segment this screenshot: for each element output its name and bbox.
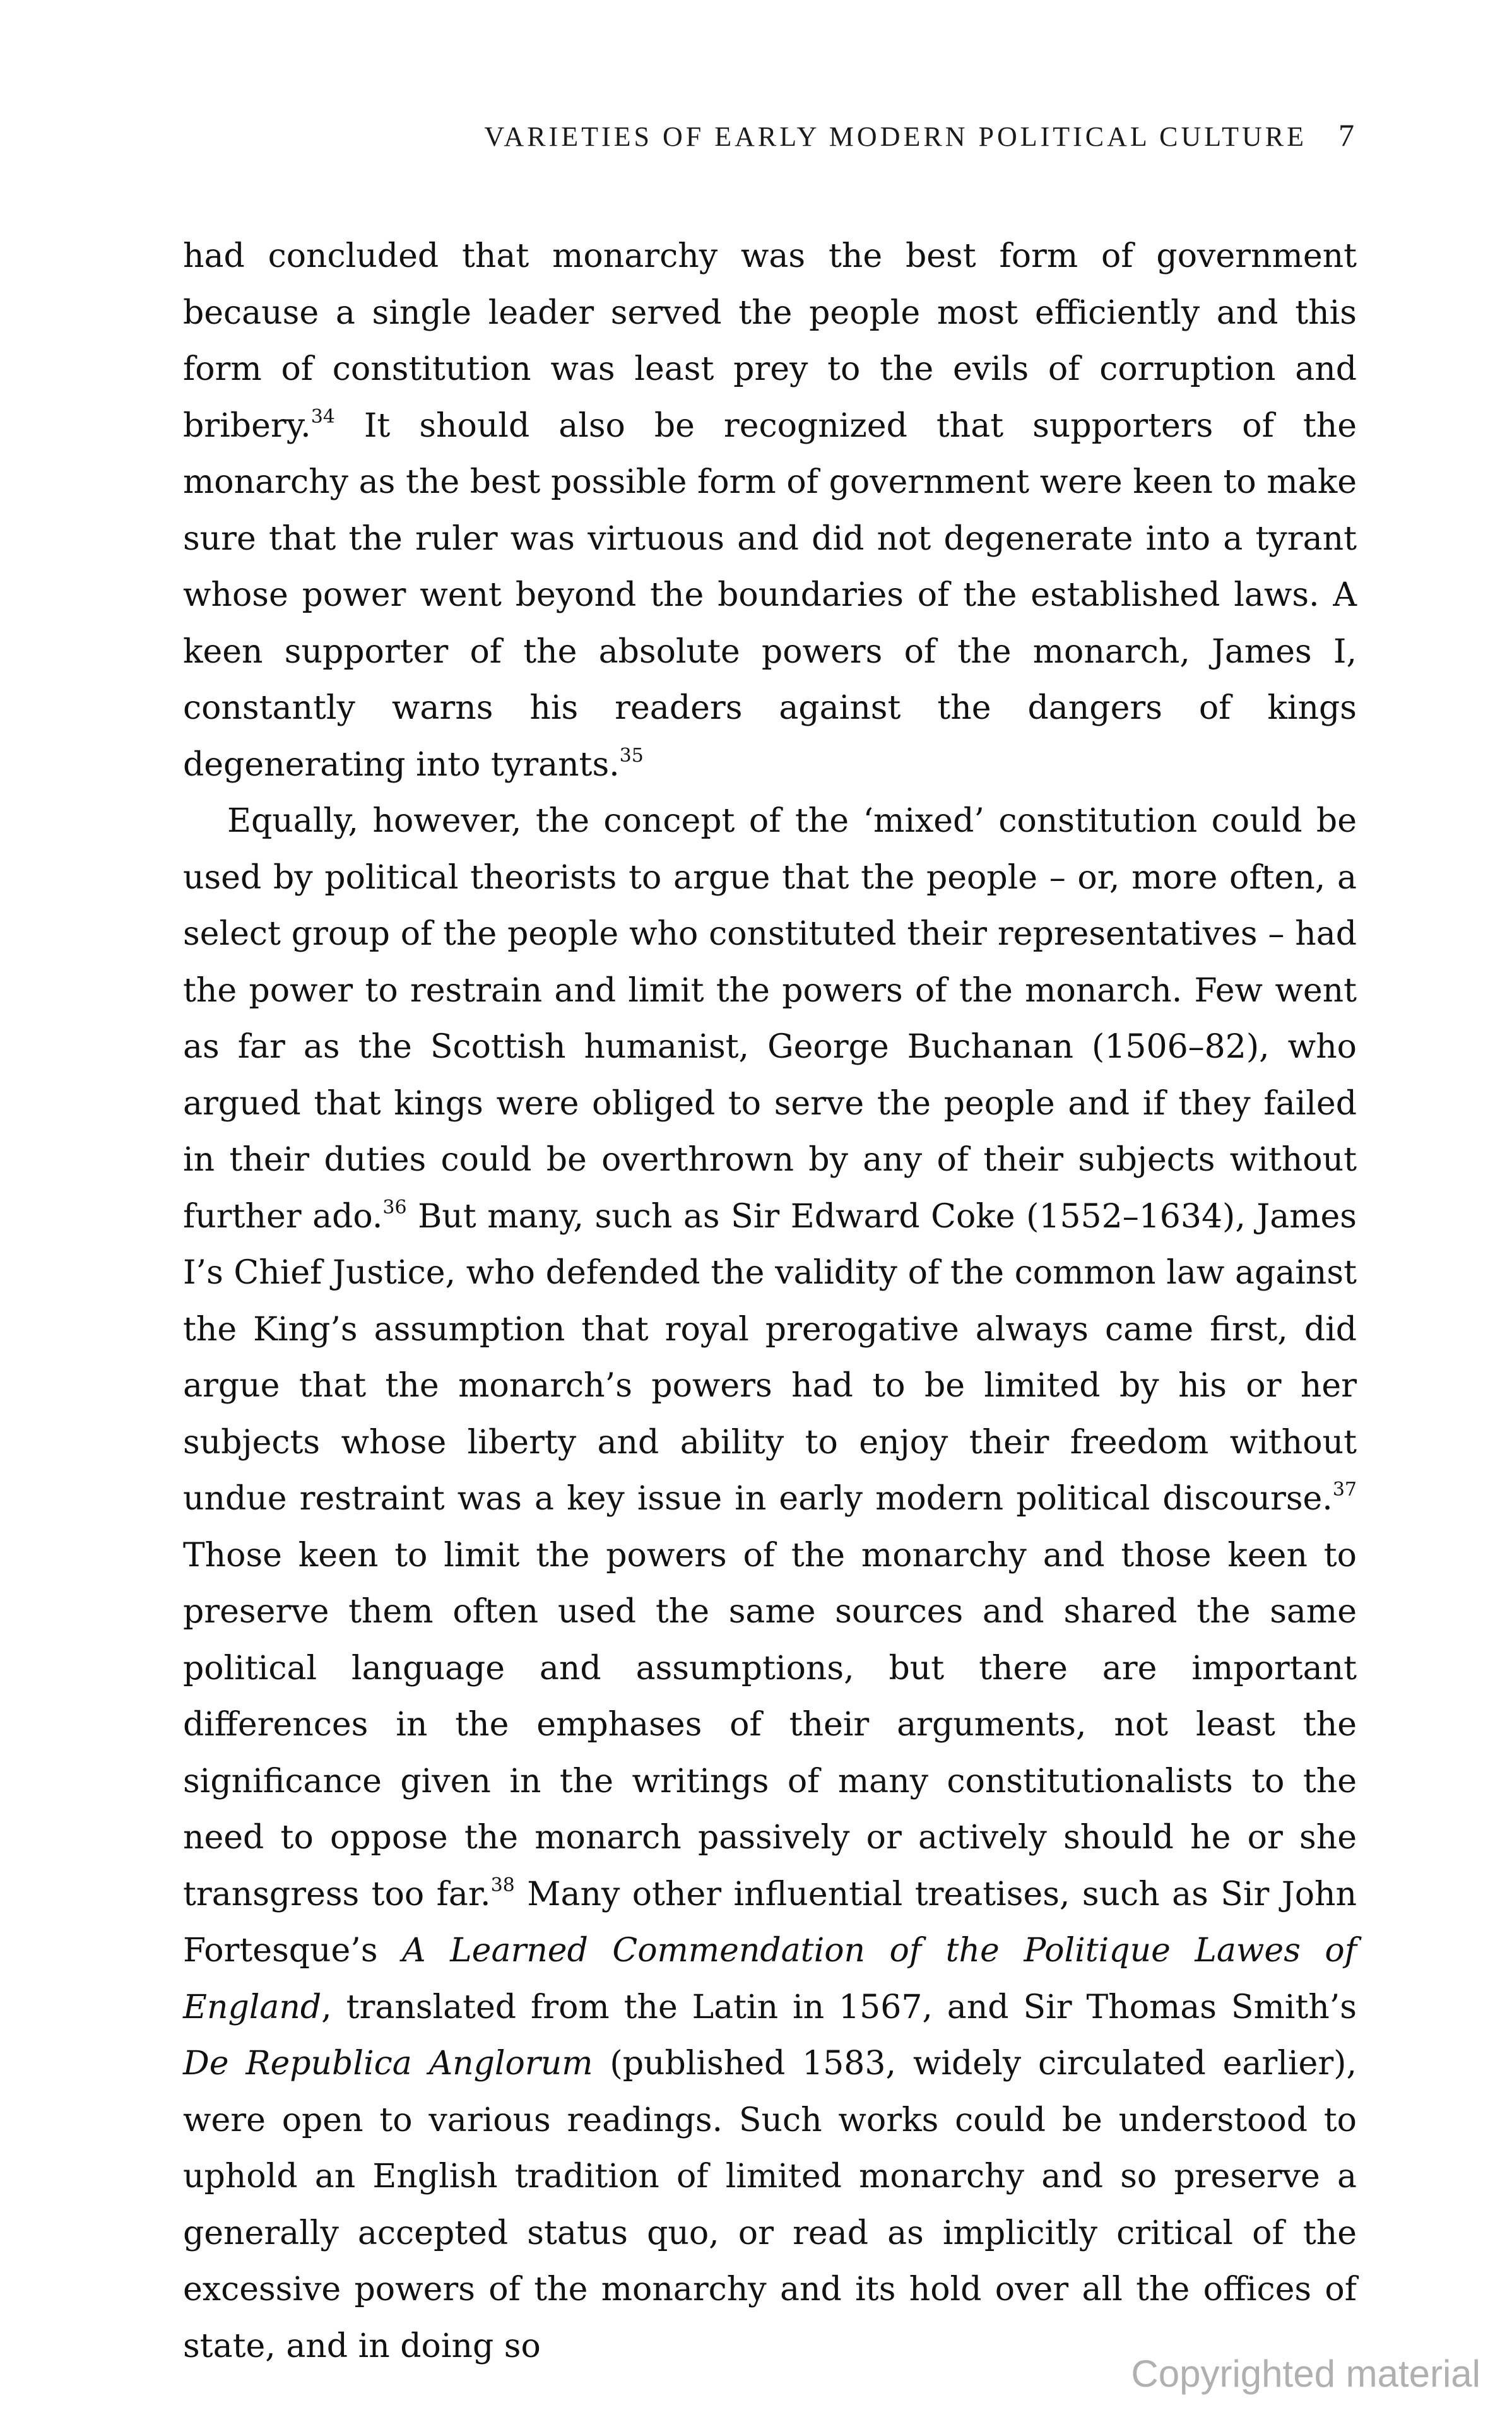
paragraph-1 — [183, 228, 1357, 793]
footnote-ref-36: 36 — [382, 1196, 407, 1219]
book-title-fortesque: A Learned Commendation of the Politique Lawes of England — [183, 1932, 1357, 2026]
paragraph-2 — [183, 793, 1357, 2375]
footnote-ref-37: 37 — [1332, 1479, 1357, 1501]
p1-sentence-1: had concluded that monarchy was the best form of government because a single leader served the people most efficiently and this form of constitution was least prey to the evils of corruption and bribery. — [183, 237, 1357, 445]
p1-sentence-2: It should also be recognized that supporters of the monarchy as the best possible form of government were keen to make sure that the ruler was virtuous and did not degenerate into a tyrant whose power went beyond the boundaries of the established laws. A keen supporter of the absolute powers of the monarch, James I, constantly warns his readers against the dangers of kings degenerating into tyrants. — [183, 406, 1357, 784]
footnote-ref-34: 34 — [310, 405, 335, 428]
p2-sentence-5: , translated from the Latin in 1567, and Sir Thomas Smith’s — [321, 1988, 1357, 2026]
copyright-watermark: Copyrighted material — [1131, 2353, 1480, 2395]
p2-sentence-4: Many other influential treatises, such as Sir John Fortesque’s — [183, 1875, 1357, 1970]
footnote-ref-35: 35 — [619, 744, 644, 767]
body-text — [183, 228, 1357, 2375]
running-title: VARIETIES OF EARLY MODERN POLITICAL CULTURE — [484, 121, 1307, 152]
footnote-ref-38: 38 — [490, 1874, 515, 1896]
p2-sentence-3: Those keen to limit the powers of the monarchy and those keen to preserve them often used the same sources and shared the same political language and assumptions, but there are important differences in the emphases of their arguments, not least the significance given in the writings of many constitutionalists to the need to oppose the monarch passively or actively should he or she transgress too far. — [183, 1536, 1357, 1913]
running-head — [183, 117, 1354, 153]
p2-sentence-1: Equally, however, the concept of the ‘mixed’ constitution could be used by political theorists to argue that the people – or, more often, a select group of the people who constituted their representatives – had the power to restrain and limit the powers of the monarch. Few went as far as the Scottish humanist, George Buchanan (1506–82), who argued that kings were obliged to serve the people and if they failed in their duties could be overthrown by any of their subjects without further ado. — [183, 802, 1357, 1236]
p2-sentence-6: (published 1583, widely circulated earlier), were open to various readings. Such works could be understood to uphold an English tradition of limited monarchy and so preserve a generally accepted status quo, or read as implicitly critical of the excessive powers of the monarchy and its hold over all the offices of state, and in doing so — [183, 2045, 1357, 2365]
p2-sentence-2: But many, such as Sir Edward Coke (1552–1634), James I’s Chief Justice, who defended the validity of the common law against the King’s assumption that royal prerogative always came first, did argue that the monarch’s powers had to be limited by his or her subjects whose liberty and ability to enjoy their freedom without undue restraint was a key issue in early modern political discourse. — [183, 1197, 1357, 1518]
book-title-smith: De Republica Anglorum — [183, 2045, 593, 2082]
page-number: 7 — [1338, 117, 1354, 153]
